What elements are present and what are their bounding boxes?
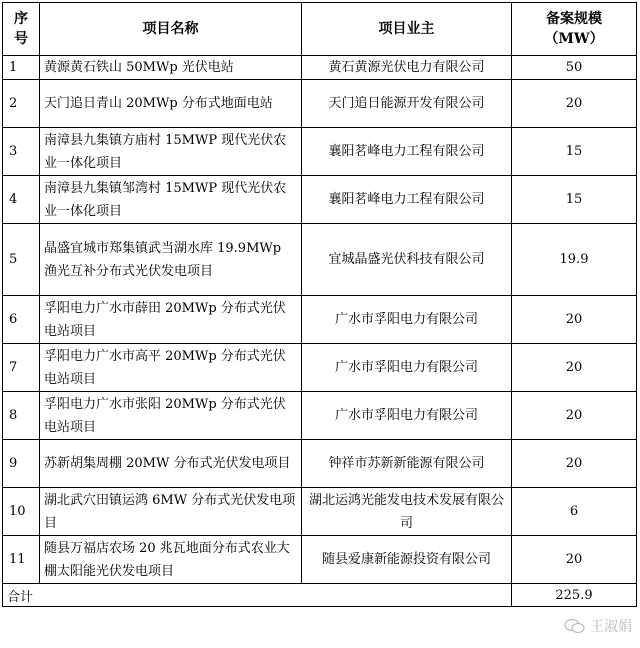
table-row: [3, 488, 637, 536]
row-capacity: 19.9: [512, 224, 637, 296]
row-project-name: 孚阳电力广水市张阳 20MWp 分布式光伏电站项目: [40, 392, 302, 440]
header-no: 序号: [3, 3, 40, 56]
row-project-owner: 黄石黄源光伏电力有限公司: [302, 56, 512, 80]
row-capacity: 20: [512, 440, 637, 488]
row-capacity: 50: [512, 56, 637, 80]
row-project-name: 随县万福店农场 20 兆瓦地面分布式农业大棚太阳能光伏发电项目: [40, 536, 302, 584]
watermark: [564, 616, 632, 636]
row-project-owner: 广水市孚阳电力有限公司: [302, 392, 512, 440]
total-row: [3, 584, 637, 607]
row-project-name: 晶盛宜城市郑集镇武当湖水库 19.9MWp 渔光互补分布式光伏发电项目: [40, 224, 302, 296]
table-row: [3, 80, 637, 128]
row-no: 3: [3, 128, 40, 176]
row-capacity: 20: [512, 536, 637, 584]
project-table: [2, 2, 637, 607]
row-project-owner: 襄阳茗峰电力工程有限公司: [302, 128, 512, 176]
row-capacity: 15: [512, 176, 637, 224]
row-capacity: 20: [512, 392, 637, 440]
table-row: [3, 536, 637, 584]
row-capacity: 6: [512, 488, 637, 536]
row-no: 10: [3, 488, 40, 536]
total-capacity: 225.9: [512, 584, 637, 607]
header-owner: 项目业主: [302, 3, 512, 56]
table-row: [3, 56, 637, 80]
watermark-text: 王淑娟: [590, 619, 632, 635]
row-no: 7: [3, 344, 40, 392]
row-project-owner: 广水市孚阳电力有限公司: [302, 296, 512, 344]
table-row: [3, 128, 637, 176]
row-project-owner: 宜城晶盛光伏科技有限公司: [302, 224, 512, 296]
row-no: 9: [3, 440, 40, 488]
header-capacity: 备案规模（MW）: [512, 3, 637, 56]
row-project-name: 南漳县九集镇邹湾村 15MWP 现代光伏农业一体化项目: [40, 176, 302, 224]
row-project-owner: 天门追日能源开发有限公司: [302, 80, 512, 128]
row-no: 4: [3, 176, 40, 224]
row-no: 8: [3, 392, 40, 440]
row-project-owner: 随县爱康新能源投资有限公司: [302, 536, 512, 584]
row-project-name: 湖北武穴田镇运鸿 6MW 分布式光伏发电项目: [40, 488, 302, 536]
row-project-name: 孚阳电力广水市高平 20MWp 分布式光伏电站项目: [40, 344, 302, 392]
row-capacity: 20: [512, 296, 637, 344]
row-project-owner: 广水市孚阳电力有限公司: [302, 344, 512, 392]
total-label: 合计: [3, 584, 512, 607]
row-no: 5: [3, 224, 40, 296]
table-row: [3, 176, 637, 224]
table-row: [3, 296, 637, 344]
row-no: 6: [3, 296, 40, 344]
row-project-owner: 钟祥市苏新新能源有限公司: [302, 440, 512, 488]
row-no: 11: [3, 536, 40, 584]
table-row: [3, 440, 637, 488]
header-name: 项目名称: [40, 3, 302, 56]
table-row: [3, 392, 637, 440]
row-project-name: 天门追日青山 20MWp 分布式地面电站: [40, 80, 302, 128]
table-row: [3, 344, 637, 392]
row-capacity: 15: [512, 128, 637, 176]
row-no: 1: [3, 56, 40, 80]
row-project-name: 黄源黄石铁山 50MWp 光伏电站: [40, 56, 302, 80]
row-project-name: 南漳县九集镇方庙村 15MWP 现代光伏农业一体化项目: [40, 128, 302, 176]
row-project-owner: 湖北运鸿光能发电技术发展有限公司: [302, 488, 512, 536]
row-project-name: 苏新胡集周棚 20MW 分布式光伏发电项目: [40, 440, 302, 488]
table-row: [3, 224, 637, 296]
header-row: [3, 3, 637, 56]
row-project-owner: 襄阳茗峰电力工程有限公司: [302, 176, 512, 224]
row-capacity: 20: [512, 80, 637, 128]
wechat-icon: [564, 618, 586, 634]
row-no: 2: [3, 80, 40, 128]
row-project-name: 孚阳电力广水市薛田 20MWp 分布式光伏电站项目: [40, 296, 302, 344]
row-capacity: 20: [512, 344, 637, 392]
